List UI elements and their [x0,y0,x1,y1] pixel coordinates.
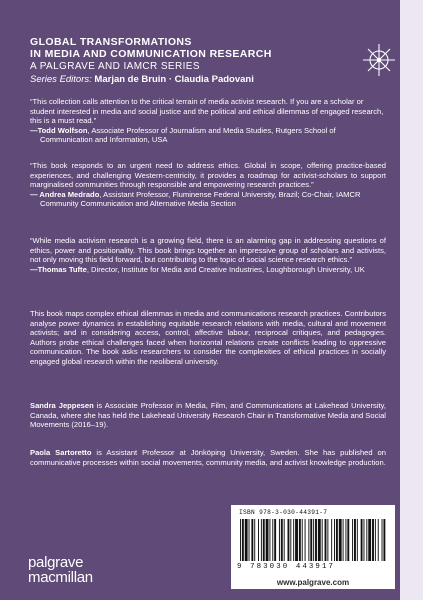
series-title-line1: GLOBAL TRANSFORMATIONS [30,36,192,48]
endorsement-2-name: — Andrea Medrado [30,189,100,199]
isbn-digits: 9 783030 443917 [237,563,336,571]
author-2-bio: is Assistant Professor at Jönköping University, Sweden. She has published on communicative processes within social movements, community media, and activist knowledge production. [30,448,386,467]
description-text: This book maps complex ethical dilemmas in media and communications research practices. Contributors analyse power dynamics in establishing equitable research relations with media, cultural and movement activists; and in considering access, control, affective labour, reciprocal critiques, and pedagogies. Authors probe ethical challenges faced when horizontal relations create conflicts leading to oppressive communication. The book asks researchers to consider the complexities of ethical practices in socially engaged global research within the neoliberal university. [30,309,386,366]
endorsement-3 [30,236,386,274]
author-1-name: Sandra Jeppesen [30,401,94,410]
spine-edge [400,0,423,600]
book-description [30,309,386,367]
barcode-bars [239,519,387,561]
series-editors [30,74,360,86]
endorsement-1-affiliation: , Associate Professor of Journalism and Media Studies, Rutgers School of Communication and Information, USA [40,125,336,145]
endorsement-2-affiliation: , Assistant Professor, Fluminense Federal University, Brazil; Co-Chair, IAMCR Community Communication and Alternative Media Section [40,189,361,209]
author-1-bio: is Associate Professor in Media, Film, and Communications at Lakehead University, Canada, where she has held the Lakehead University Research Chair in Transformative Media and Social Movements (2016–19). [30,401,386,430]
series-header [30,36,360,86]
publisher-logo-line1: palgrave [28,554,84,571]
endorsement-2-attribution [30,190,386,209]
author-2-name: Paola Sartoretto [30,448,92,457]
endorsement-3-affiliation: , Director, Institute for Media and Creative Industries, Loughborough University, UK [86,264,365,274]
barcode [231,505,395,577]
series-subtitle: A PALGRAVE AND IAMCR SERIES [30,61,200,72]
endorsement-2-quote: “This book responds to an urgent need to address ethics. Global in scope, offering practice-based experiences, and challenging Western-centricity, it provides a roadmap for activist-scholars to support marginalised communities through responsible and empowering research practices.” [30,161,386,190]
series-editors-label: Series Editors: [30,74,92,85]
endorsement-1 [30,97,386,145]
publisher-logo [28,555,93,585]
website-bar [231,577,395,589]
isbn-label: ISBN 978-3-030-44391-7 [239,509,328,516]
endorsement-3-name: —Thomas Tufte [30,264,87,274]
author-bio-2 [30,448,386,467]
endorsement-3-attribution [30,265,386,275]
endorsement-1-attribution [30,126,386,145]
series-title-line2: IN MEDIA AND COMMUNICATION RESEARCH [30,48,272,60]
endorsement-3-quote: “While media activism research is a growing field, there is an alarming gap in addressing questions of ethics, power and positionality. This book brings together an impressive group of scholars and activists, not only moving this field forward, but contributing to the topic of social science research ethics.” [30,236,386,265]
series-editors-names: Marjan de Bruin · Claudia Padovani [94,74,254,85]
series-emblem-icon [362,43,396,77]
endorsement-1-name: —Todd Wolfson [30,125,88,135]
author-bio-1 [30,401,386,430]
author-bio-1-text [30,401,386,430]
endorsement-2 [30,161,386,209]
author-bio-2-text [30,448,386,467]
endorsement-1-quote: “This collection calls attention to the critical terrain of media activist research. If you are a scholar or student interested in media and social justice and the political and ethical dilemmas of engaged research, this is a must read.” [30,97,384,126]
website-url: www.palgrave.com [276,578,350,587]
publisher-logo-line2: macmillan [28,569,93,586]
